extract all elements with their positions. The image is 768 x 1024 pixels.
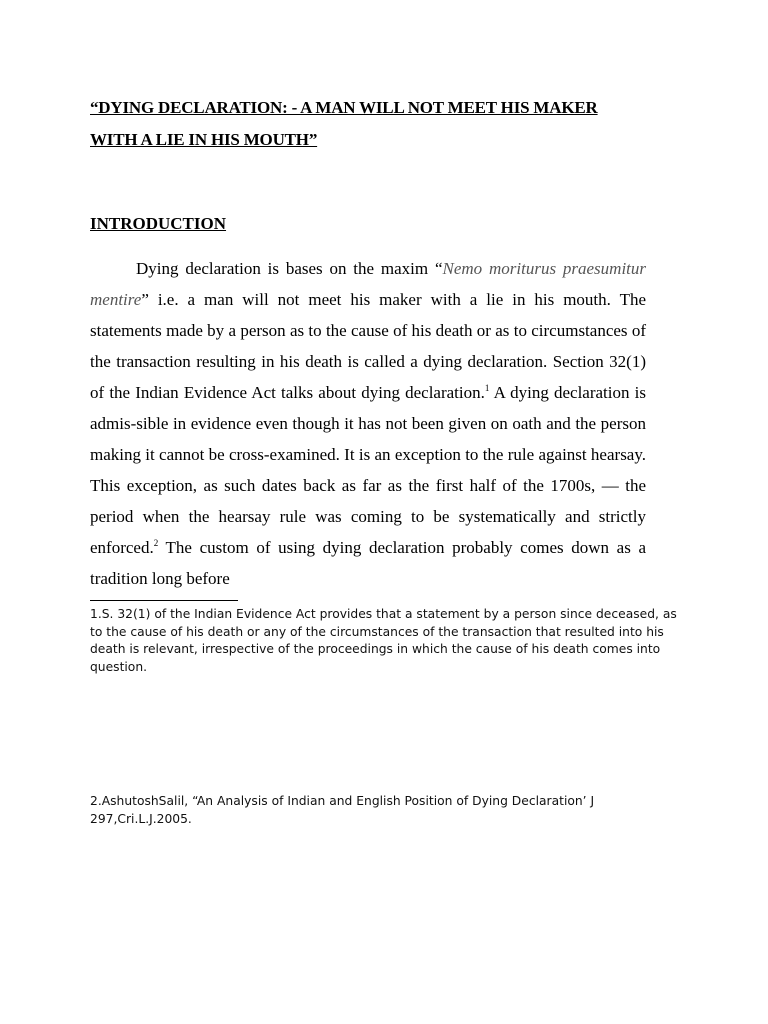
paragraph-text-2: ” i.e. a man will not meet his maker with a lie in his mouth. The statements made by a person as to the cause of his death or as to circumstances of the transaction resulting in his death is called a dying declaration. Section 32(1) of the Indian Evidence Act talks about dying declaration. [90,290,646,402]
footnote-ref-1[interactable]: 1 [484,383,490,393]
paragraph-text-3: A dying declaration is admis-sible in evidence even though it has not been given on oath and the person making it cannot be cross-examined. It is an exception to the rule against hearsay. This exception, as such dates back as far as the first half of the 1700s, — the period when the hearsay rule was coming to be systematically and strictly enforced. [90,383,646,557]
title-line-2: WITH A LIE IN HIS MOUTH” [90,130,318,149]
latin-maxim: Nemo moriturus praesumitur mentire [90,259,646,309]
paragraph-text-1: Dying declaration is bases on the maxim “ [136,259,443,278]
document-title [90,92,690,156]
section-heading: INTRODUCTION [90,214,227,233]
paragraph-text-4: The custom of using dying declaration probably comes down as a tradition long before [90,538,646,588]
footnote-ref-2[interactable]: 2 [153,538,159,548]
footnote-separator [90,600,238,601]
introduction-paragraph [90,253,646,594]
footnote-1: 1.S. 32(1) of the Indian Evidence Act provides that a statement by a person since deceased, as to the cause of his death or any of the circumstances of the transaction that resulted into his death is relevant, irrespective of the proceedings in which the cause of his death comes into question. [90,607,677,674]
footnote-2: 2.AshutoshSalil, “An Analysis of Indian and English Position of Dying Declaration’ J 297,Cri.L.J.2005. [90,794,595,826]
title-line-1: “DYING DECLARATION: - A MAN WILL NOT MEET HIS MAKER [90,98,598,117]
